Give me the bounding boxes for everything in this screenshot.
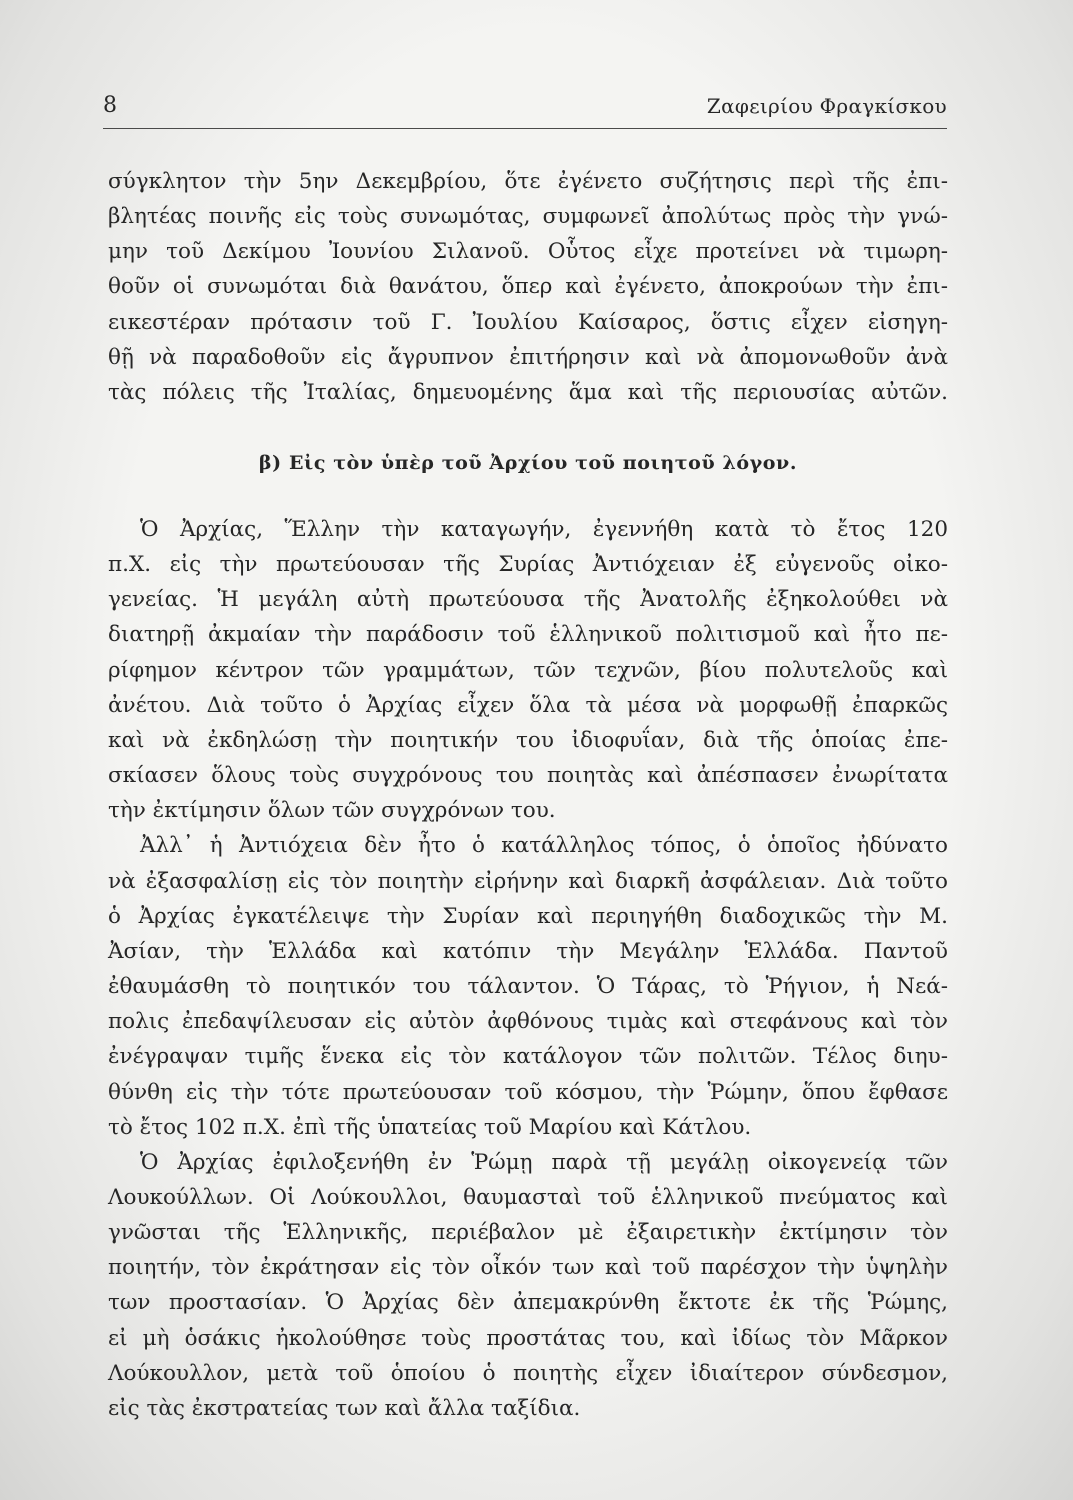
header-rule	[103, 128, 947, 129]
text-line: βλητέας ποινῆς εἰς τοὺς συνωμότας, συμφωνεῖ ἀπολύτως πρὸς τὴν γνώ-	[108, 204, 948, 230]
paragraph-2	[108, 828, 948, 1144]
text-line: θύνθη εἰς τὴν τότε πρωτεύουσαν τοῦ κόσμου, τὴν Ῥώμην, ὅπου ἔφθασε	[108, 1079, 948, 1105]
text-line: θοῦν οἱ συνωμόται διὰ θανάτου, ὅπερ καὶ ἐγένετο, ἀποκρούων τὴν ἐπι-	[108, 274, 948, 300]
paragraph-intro	[108, 164, 948, 410]
text-line: τὰς πόλεις τῆς Ἰταλίας, δημευομένης ἅμα καὶ τῆς περιουσίας αὐτῶν.	[108, 379, 948, 405]
text-line: γενείας. Ἡ μεγάλη αὐτὴ πρωτεύουσα τῆς Ἀνατολῆς ἐξηκολούθει νὰ	[108, 587, 948, 613]
text-line: Ὁ Ἀρχίας ἐφιλοξενήθη ἐν Ῥώμῃ παρὰ τῇ μεγάλῃ οἰκογενείᾳ τῶν	[140, 1149, 948, 1175]
text-line: τὴν ἐκτίμησιν ὅλων τῶν συγχρόνων του.	[108, 798, 556, 824]
text-line: τὸ ἔτος 102 π.Χ. ἐπὶ τῆς ὑπατείας τοῦ Μαρίου καὶ Κάτλου.	[108, 1114, 752, 1140]
section-body	[108, 512, 948, 1426]
text-line: θῇ νὰ παραδοθοῦν εἰς ἄγρυπνον ἐπιτήρησιν καὶ νὰ ἀπομονωθοῦν ἀνὰ	[108, 344, 948, 370]
text-line: διατηρῇ ἀκμαίαν τὴν παράδοσιν τοῦ ἑλληνικοῦ πολιτισμοῦ καὶ ἦτο πε-	[108, 622, 948, 648]
text-line: νὰ ἐξασφαλίσῃ εἰς τὸν ποιητὴν εἰρήνην καὶ διαρκῆ ἀσφάλειαν. Διὰ τοῦτο	[108, 868, 948, 894]
text-line: εἰ μὴ ὁσάκις ἠκολούθησε τοὺς προστάτας του, καὶ ἰδίως τὸν Μᾶρκον	[108, 1325, 948, 1351]
text-line: μην τοῦ Δεκίμου Ἰουνίου Σιλανοῦ. Οὗτος εἶχε προτείνει νὰ τιμωρη-	[108, 239, 948, 265]
text-line: γνῶσται τῆς Ἑλληνικῆς, περιέβαλον μὲ ἐξαιρετικὴν ἐκτίμησιν τὸν	[108, 1220, 948, 1246]
text-line: ἐθαυμάσθη τὸ ποιητικόν του τάλαντον. Ὁ Τάρας, τὸ Ῥήγιον, ἡ Νεά-	[108, 974, 948, 1000]
text-line: π.Χ. εἰς τὴν πρωτεύουσαν τῆς Συρίας Ἀντιόχειαν ἐξ εὐγενοῦς οἰκο-	[108, 552, 948, 578]
text-line: ποιητήν, τὸν ἐκράτησαν εἰς τὸν οἶκόν των καὶ τοῦ παρέσχον τὴν ὑψηλὴν	[108, 1255, 948, 1281]
text-line: Λούκουλλον, μετὰ τοῦ ὁποίου ὁ ποιητὴς εἶχεν ἰδιαίτερον σύνδεσμον,	[108, 1360, 948, 1386]
text-line: σκίασεν ὅλους τοὺς συγχρόνους του ποιητὰς καὶ ἀπέσπασεν ἐνωρίτατα	[108, 763, 948, 789]
text-line: Ἀλλ᾽ ἡ Ἀντιόχεια δὲν ἦτο ὁ κατάλληλος τόπος, ὁ ὁποῖος ἠδύνατο	[140, 833, 948, 859]
text-line: ὁ Ἀρχίας ἐγκατέλειψε τὴν Συρίαν καὶ περιηγήθη διαδοχικῶς τὴν Μ.	[108, 903, 948, 929]
text-line: εἰς τὰς ἐκστρατείας των καὶ ἄλλα ταξίδια.	[108, 1395, 581, 1421]
text-line: καὶ νὰ ἐκδηλώσῃ τὴν ποιητικήν του ἰδιοφυΐαν, διὰ τῆς ὁποίας ἐπε-	[108, 727, 948, 753]
text-line: των προστασίαν. Ὁ Ἀρχίας δὲν ἀπεμακρύνθη ἔκτοτε ἐκ τῆς Ῥώμης,	[108, 1290, 948, 1316]
text-line: Ὁ Ἀρχίας, Ἕλλην τὴν καταγωγήν, ἐγεννήθη κατὰ τὸ ἔτος 120	[140, 517, 948, 542]
text-line: Λουκούλλων. Οἱ Λούκουλλοι, θαυμασταὶ τοῦ ἑλληνικοῦ πνεύματος καὶ	[108, 1184, 948, 1210]
text-line: ἀνέτου. Διὰ τοῦτο ὁ Ἀρχίας εἶχεν ὅλα τὰ μέσα νὰ μορφωθῇ ἐπαρκῶς	[108, 692, 948, 718]
paragraph-1	[108, 512, 948, 828]
text-line: σύγκλητον τὴν 5ην Δεκεμβρίου, ὅτε ἐγένετο συζήτησις περὶ τῆς ἐπι-	[108, 169, 948, 194]
paragraph-3	[108, 1145, 948, 1426]
section-heading: β) Εἰς τὸν ὑπὲρ τοῦ Ἀρχίου τοῦ ποιητοῦ λόγον.	[258, 452, 798, 474]
running-head: Ζαφειρίου Φραγκίσκου	[706, 94, 947, 118]
text-line: πολις ἐπεδαψίλευσαν εἰς αὐτὸν ἀφθόνους τιμὰς καὶ στεφάνους καὶ τὸν	[108, 1009, 948, 1035]
text-line: εικεστέραν πρότασιν τοῦ Γ. Ἰουλίου Καίσαρος, ὅστις εἶχεν εἰσηγη-	[108, 309, 948, 335]
text-line: ἐνέγραψαν τιμῆς ἕνεκα εἰς τὸν κατάλογον τῶν πολιτῶν. Τέλος διηυ-	[108, 1044, 948, 1070]
page-number: 8	[103, 93, 117, 118]
text-line: ρίφημον κέντρον τῶν γραμμάτων, τῶν τεχνῶν, βίου πολυτελοῦς καὶ	[108, 657, 948, 683]
text-line: Ἀσίαν, τὴν Ἑλλάδα καὶ κατόπιν τὴν Μεγάλην Ἑλλάδα. Παντοῦ	[108, 938, 948, 964]
